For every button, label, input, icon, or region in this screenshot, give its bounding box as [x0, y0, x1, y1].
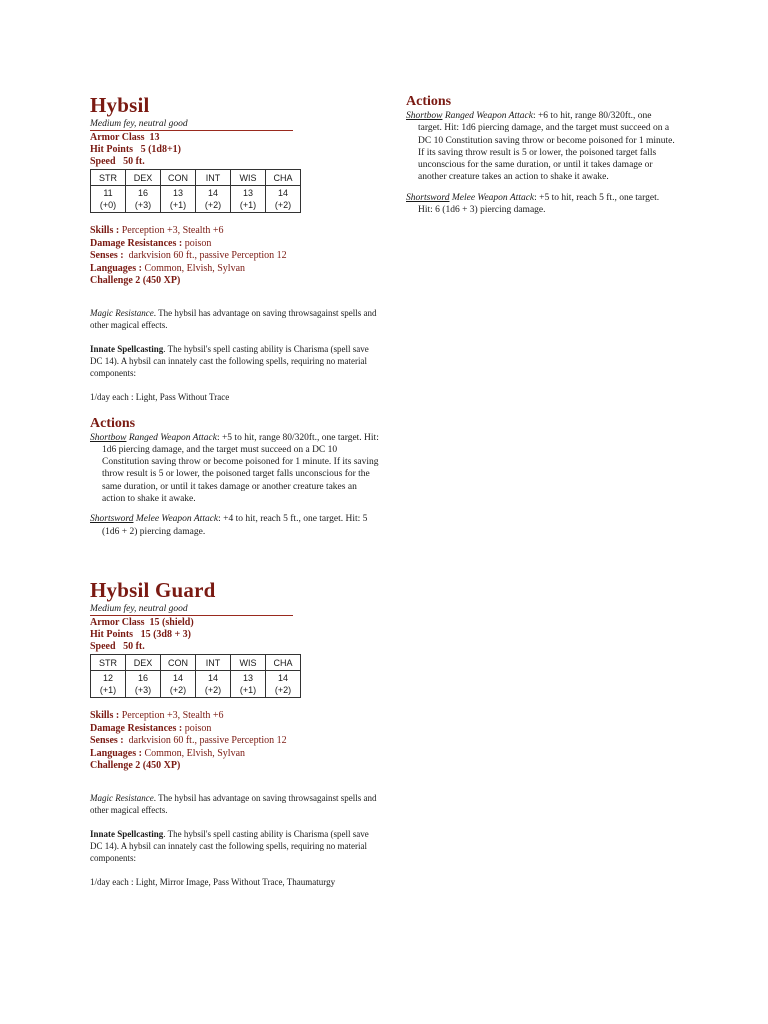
ability-cell: 13 (+1)	[161, 186, 196, 213]
ability-header: INT	[196, 655, 231, 671]
challenge: Challenge 2 (450 XP)	[90, 275, 181, 286]
ability-cell: 16 (+3)	[126, 671, 161, 698]
actions-heading: Actions	[406, 94, 452, 109]
damage-resistances: Damage Resistances : poison	[90, 237, 212, 249]
trait-innate-spellcasting: Innate Spellcasting. The hybsil's spell casting ability is Charisma (spell save DC 14). A hybsil can innately cast the following spells, requiring no material components:	[90, 343, 369, 378]
senses: Senses : darkvision 60 ft., passive Perception 12	[90, 250, 287, 261]
damage-resistances: Damage Resistances : poison	[90, 722, 212, 734]
actions-heading: Actions	[90, 415, 136, 431]
trait-innate-spellcasting: Innate Spellcasting. The hybsil's spell casting ability is Charisma (spell save DC 14). A hybsil can innately cast the following spells, requiring no material components:	[90, 828, 369, 863]
speed: Speed 50 ft.	[90, 156, 145, 167]
ability-header: DEX	[126, 170, 161, 186]
ability-cell: 16 (+3)	[126, 186, 161, 213]
action-shortbow: Shortbow Ranged Weapon Attack: +5 to hit, range 80/320ft., one target. Hit: 1d6 piercing damage, and the target must succeed on a DC 10 Constitution saving throw or become poisoned for 1 minute. If its saving throw result is 5 or lower, the poisoned target falls unconscious for the same duration, or until it takes damage or another creature takes an action to shake it awake.	[90, 432, 379, 504]
challenge: Challenge 2 (450 XP)	[90, 760, 181, 771]
ability-cell: 14 (+2)	[196, 186, 231, 213]
ability-cell: 11 (+0)	[91, 186, 126, 213]
trait-magic-resistance: Magic Resistance. The hybsil has advantage on saving throwsagainst spells and other magical effects.	[90, 792, 377, 815]
ability-cell: 14 (+2)	[266, 671, 301, 698]
skills: Skills : Perception +3, Stealth +6	[90, 225, 224, 236]
ability-header: STR	[91, 170, 126, 186]
hit-points: Hit Points 15 (3d8 + 3)	[90, 629, 191, 640]
statblock-hybsil	[90, 93, 380, 538]
spell-list: 1/day each : Light, Mirror Image, Pass Without Trace, Thaumaturgy	[90, 876, 336, 887]
ability-header: WIS	[231, 170, 266, 186]
action-shortsword: Shortsword Melee Weapon Attack: +5 to hit, reach 5 ft., one target. Hit: 6 (1d6 + 3) piercing damage.	[406, 192, 660, 216]
ability-cell: 14 (+2)	[196, 671, 231, 698]
spell-list: 1/day each : Light, Pass Without Trace	[90, 391, 230, 402]
trait-magic-resistance: Magic Resistance. The hybsil has advantage on saving throwsagainst spells and other magical effects.	[90, 307, 377, 330]
ability-cell: 13 (+1)	[231, 671, 266, 698]
divider	[90, 130, 293, 131]
ability-header: CHA	[266, 170, 301, 186]
speed: Speed 50 ft.	[90, 641, 145, 652]
action-shortbow: Shortbow Ranged Weapon Attack: +6 to hit, range 80/320ft., one target. Hit: 1d6 piercing damage, and the target must succeed on a DC 10 Constitution saving throw or become poisoned for 1 minute. If its saving throw result is 5 or lower, the poisoned target falls unconscious for the same duration, or until it takes damage or another creature takes an action to shake it awake.	[406, 111, 675, 183]
statblock-hybsil-guard	[90, 578, 380, 888]
ability-header: CHA	[266, 655, 301, 671]
skills: Skills : Perception +3, Stealth +6	[90, 710, 224, 721]
ability-cell: 12 (+1)	[91, 671, 126, 698]
ability-cell: 14 (+2)	[266, 186, 301, 213]
divider	[90, 615, 293, 616]
ability-header: DEX	[126, 655, 161, 671]
action-shortsword: Shortsword Melee Weapon Attack: +4 to hit, reach 5 ft., one target. Hit: 5 (1d6 + 2) piercing damage.	[90, 514, 368, 537]
hit-points: Hit Points 5 (1d8+1)	[90, 144, 181, 155]
ability-header: INT	[196, 170, 231, 186]
ability-table	[90, 654, 301, 698]
ability-cell: 14 (+2)	[161, 671, 196, 698]
senses: Senses : darkvision 60 ft., passive Perception 12	[90, 735, 287, 746]
monster-name: Hybsil Guard	[90, 578, 216, 602]
ability-table	[90, 169, 301, 213]
armor-class: Armor Class 15 (shield)	[90, 617, 194, 628]
monster-type: Medium fey, neutral good	[90, 604, 188, 614]
languages: Languages : Common, Elvish, Sylvan	[90, 262, 246, 274]
ability-header: CON	[161, 170, 196, 186]
monster-name: Hybsil	[90, 93, 150, 117]
ability-cell: 13 (+1)	[231, 186, 266, 213]
ability-header: WIS	[231, 655, 266, 671]
languages: Languages : Common, Elvish, Sylvan	[90, 747, 246, 759]
armor-class: Armor Class 13	[90, 132, 160, 143]
guard-actions	[406, 93, 676, 216]
monster-type: Medium fey, neutral good	[90, 119, 188, 129]
ability-header: CON	[161, 655, 196, 671]
ability-header: STR	[91, 655, 126, 671]
